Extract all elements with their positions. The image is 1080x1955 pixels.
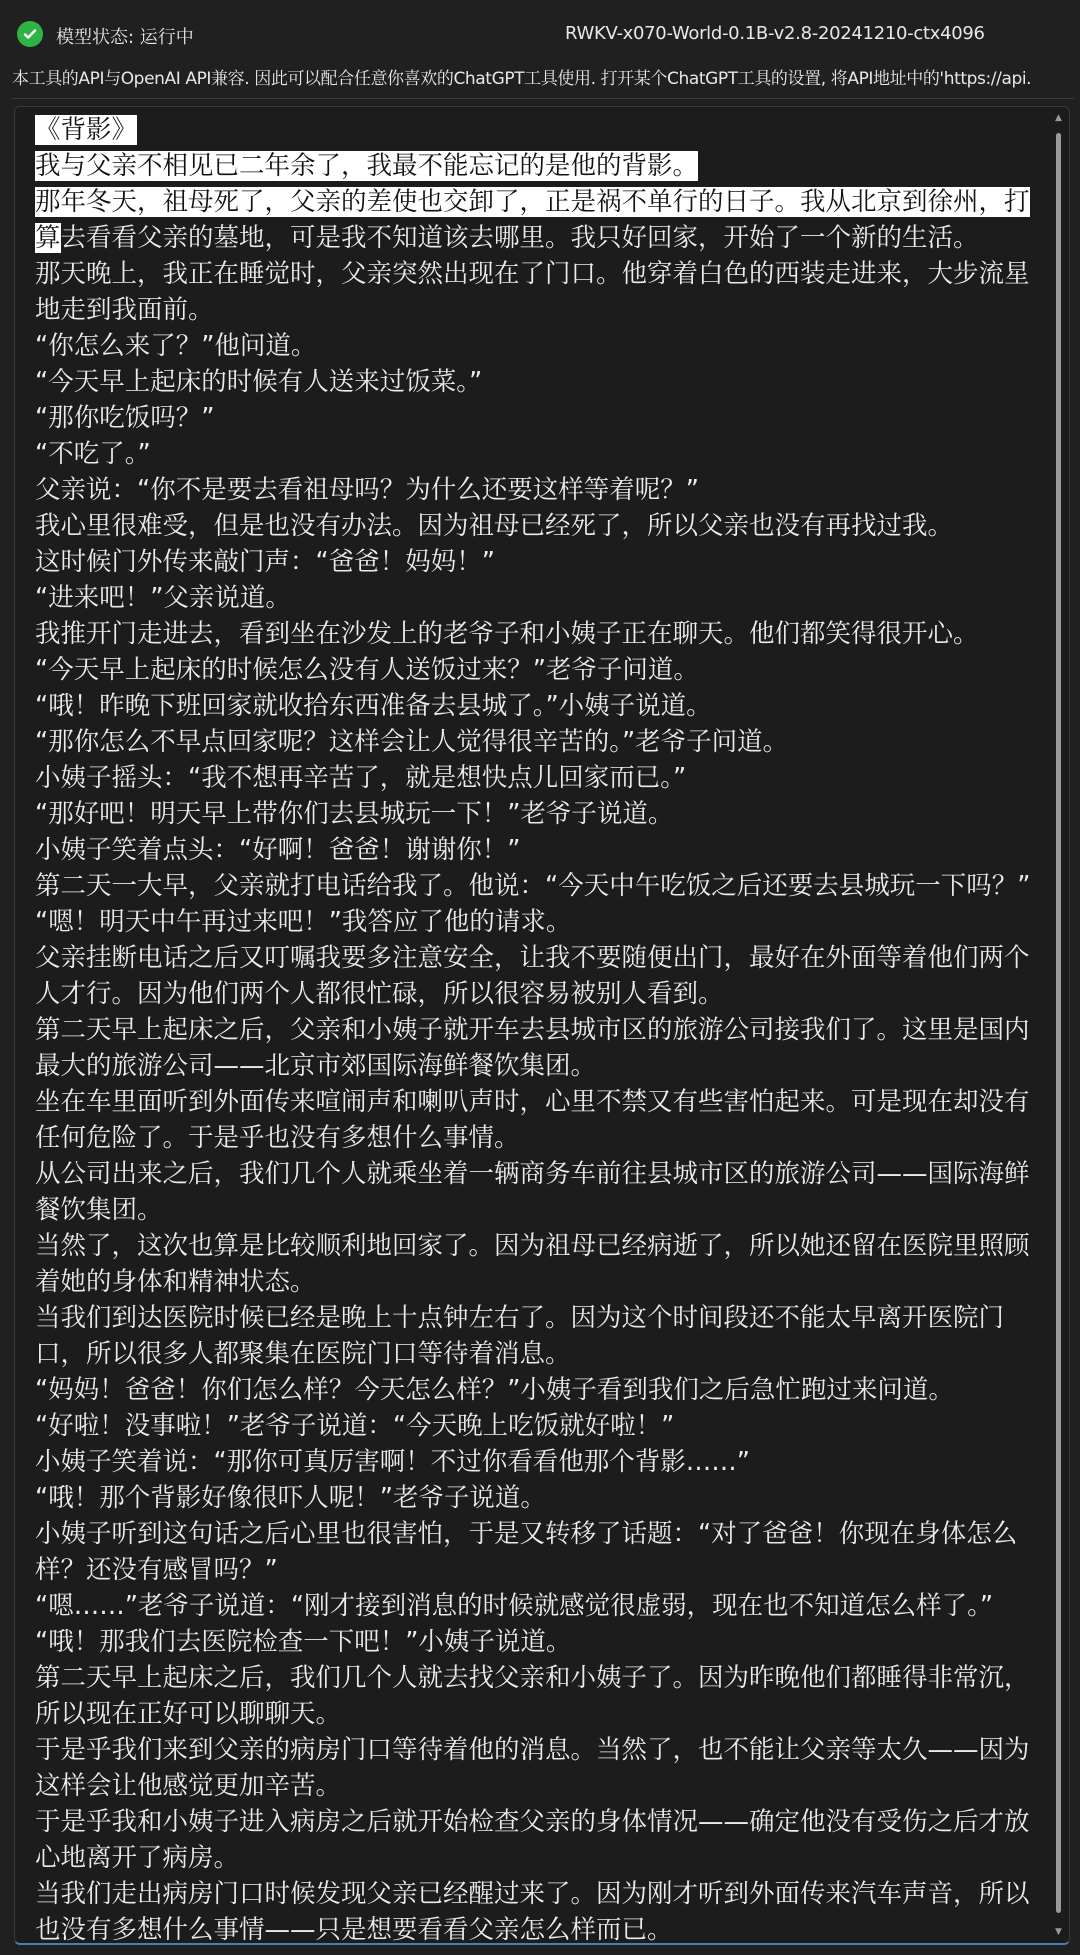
text-segment: “进来吧！”父亲说道。 bbox=[35, 583, 291, 613]
text-segment: “那好吧！明天早上带你们去县城玩一下！”老爷子说道。 bbox=[35, 799, 674, 829]
text-line bbox=[35, 1480, 1029, 1516]
text-line bbox=[35, 940, 1029, 976]
text-segment: 所以现在正好可以聊聊天。 bbox=[35, 1699, 342, 1729]
text-line bbox=[35, 1588, 1029, 1624]
scroll-down-arrow-icon[interactable]: ▼ bbox=[1055, 1927, 1062, 1937]
check-circle-icon bbox=[17, 21, 43, 47]
text-segment: 口，所以很多人都聚集在医院门口等待着消息。 bbox=[35, 1339, 571, 1369]
text-segment: 当我们到达医院时候已经是晚上十点钟左右了。因为这个时间段还不能太早离开医院门 bbox=[35, 1303, 1005, 1333]
generated-text[interactable] bbox=[35, 112, 1029, 1945]
text-output-area[interactable] bbox=[14, 106, 1070, 1945]
text-line bbox=[35, 544, 1029, 580]
text-segment: “哦！那个背影好像很吓人呢！”老爷子说道。 bbox=[35, 1483, 546, 1513]
text-segment: 父亲挂断电话之后又叮嘱我要多注意安全，让我不要随便出门，最好在外面等着他们两个 bbox=[35, 943, 1030, 973]
text-segment: 这时候门外传来敲门声：“爸爸！妈妈！” bbox=[35, 547, 495, 577]
text-segment: “嗯……”老爷子说道：“刚才接到消息的时候就感觉很虚弱，现在也不知道怎么样了。” bbox=[35, 1591, 994, 1621]
text-segment: 小姨子摇头：“我不想再辛苦了，就是想快点儿回家而已。” bbox=[35, 763, 687, 793]
text-line bbox=[35, 1228, 1029, 1264]
text-line bbox=[35, 1012, 1029, 1048]
text-line bbox=[35, 1912, 1029, 1945]
text-segment: 当然了，这次也算是比较顺利地回家了。因为祖母已经病逝了，所以她还留在医院里照顾 bbox=[35, 1231, 1030, 1261]
text-segment: 小姨子笑着说：“那你可真厉害啊！不过你看看他那个背影……” bbox=[35, 1447, 750, 1477]
selected-text: 《背影》 bbox=[35, 115, 138, 145]
text-line bbox=[35, 1876, 1029, 1912]
text-segment: “不吃了。” bbox=[35, 439, 151, 469]
selected-text: 那年冬天，祖母死了，父亲的差使也交卸了，正是祸不单行的日子。我从北京到徐州，打 bbox=[35, 187, 1030, 217]
text-segment: 最大的旅游公司——北京市郊国际海鲜餐饮集团。 bbox=[35, 1051, 597, 1081]
scrollbar-thumb[interactable] bbox=[1056, 133, 1061, 1913]
text-segment: “哦！那我们去医院检查一下吧！”小姨子说道。 bbox=[35, 1627, 572, 1657]
scroll-up-arrow-icon[interactable]: ▲ bbox=[1055, 113, 1062, 123]
text-segment: 心地离开了病房。 bbox=[35, 1843, 240, 1873]
text-line bbox=[35, 760, 1029, 796]
text-line bbox=[35, 1192, 1029, 1228]
text-segment: 于是乎我们来到父亲的病房门口等待着他的消息。当然了，也不能让父亲等太久——因为 bbox=[35, 1735, 1030, 1765]
text-line bbox=[35, 1156, 1029, 1192]
text-segment: 人才行。因为他们两个人都很忙碌，所以很容易被别人看到。 bbox=[35, 979, 724, 1009]
text-segment: 坐在车里面听到外面传来喧闹声和喇叭声时，心里不禁又有些害怕起来。可是现在却没有 bbox=[35, 1087, 1030, 1117]
model-name: RWKV-x070-World-0.1B-v2.8-20241210-ctx4096 bbox=[565, 23, 985, 44]
text-line bbox=[35, 616, 1029, 652]
text-segment: 当我们走出病房门口时候发现父亲已经醒过来了。因为刚才听到外面传来汽车声音，所以 bbox=[35, 1879, 1030, 1909]
text-line bbox=[35, 1264, 1029, 1300]
text-line bbox=[35, 1408, 1029, 1444]
text-line bbox=[35, 1804, 1029, 1840]
text-segment: 小姨子听到这句话之后心里也很害怕，于是又转移了话题：“对了爸爸！你现在身体怎么 bbox=[35, 1519, 1018, 1549]
text-segment: 着她的身体和精神状态。 bbox=[35, 1267, 316, 1297]
text-line bbox=[35, 508, 1029, 544]
text-segment: 任何危险了。于是乎也没有多想什么事情。 bbox=[35, 1123, 520, 1153]
text-line bbox=[35, 1696, 1029, 1732]
api-info-text: 本工具的API与OpenAI API兼容. 因此可以配合任意你喜欢的ChatGPT工具使用. 打开某个ChatGPT工具的设置, 将API地址中的'https://api. bbox=[12, 69, 1032, 89]
text-segment: 小姨子笑着点头：“好啊！爸爸！谢谢你！” bbox=[35, 835, 521, 865]
text-segment: “今天早上起床的时候怎么没有人送饭过来？”老爷子问道。 bbox=[35, 655, 699, 685]
scrollbar[interactable] bbox=[1053, 113, 1065, 1937]
text-segment: 从公司出来之后，我们几个人就乘坐着一辆商务车前往县城市区的旅游公司——国际海鲜 bbox=[35, 1159, 1030, 1189]
model-status-label: 模型状态: 运行中 bbox=[56, 27, 194, 48]
text-line bbox=[35, 724, 1029, 760]
text-line bbox=[35, 1552, 1029, 1588]
text-line bbox=[35, 1084, 1029, 1120]
text-segment: 餐饮集团。 bbox=[35, 1195, 163, 1225]
text-line bbox=[35, 796, 1029, 832]
text-line bbox=[35, 1444, 1029, 1480]
text-line bbox=[35, 220, 1029, 256]
text-line bbox=[35, 976, 1029, 1012]
text-segment: 我心里很难受，但是也没有办法。因为祖母已经死了，所以父亲也没有再找过我。 bbox=[35, 511, 954, 541]
text-line bbox=[35, 1516, 1029, 1552]
selected-text: 算 bbox=[35, 223, 61, 253]
text-line bbox=[35, 1768, 1029, 1804]
text-line bbox=[35, 148, 1029, 184]
text-line bbox=[35, 688, 1029, 724]
text-line bbox=[35, 1840, 1029, 1876]
text-segment: 父亲说：“你不是要去看祖母吗？为什么还要这样等着呢？” bbox=[35, 475, 699, 505]
text-segment: 样？还没有感冒吗？” bbox=[35, 1555, 278, 1585]
text-segment: 第二天早上起床之后，父亲和小姨子就开车去县城市区的旅游公司接我们了。这里是国内 bbox=[35, 1015, 1030, 1045]
text-segment: “你怎么来了？”他问道。 bbox=[35, 331, 317, 361]
text-segment: “那你吃饭吗？” bbox=[35, 403, 215, 433]
text-line bbox=[35, 400, 1029, 436]
text-line bbox=[35, 472, 1029, 508]
text-line bbox=[35, 1624, 1029, 1660]
text-line bbox=[35, 184, 1029, 220]
text-segment: 我推开门走进去，看到坐在沙发上的老爷子和小姨子正在聊天。他们都笑得很开心。 bbox=[35, 619, 979, 649]
text-segment: 那天晚上，我正在睡觉时，父亲突然出现在了门口。他穿着白色的西装走进来，大步流星 bbox=[35, 259, 1030, 289]
divider bbox=[12, 98, 1074, 99]
text-segment: 地走到我面前。 bbox=[35, 295, 214, 325]
text-line bbox=[35, 328, 1029, 364]
text-segment: 也没有多想什么事情——只是想要看看父亲怎么样而已。 bbox=[35, 1915, 673, 1945]
model-status-bar bbox=[0, 14, 1080, 56]
text-segment: 去看看父亲的墓地，可是我不知道该去哪里。我只好回家，开始了一个新的生活。 bbox=[60, 223, 979, 253]
text-segment: 这样会让他感觉更加辛苦。 bbox=[35, 1771, 342, 1801]
text-line bbox=[35, 1300, 1029, 1336]
text-segment: “嗯！明天中午再过来吧！”我答应了他的请求。 bbox=[35, 907, 572, 937]
text-segment: “妈妈！爸爸！你们怎么样？今天怎么样？”小姨子看到我们之后急忙跑过来问道。 bbox=[35, 1375, 954, 1405]
text-line bbox=[35, 256, 1029, 292]
text-segment: 于是乎我和小姨子进入病房之后就开始检查父亲的身体情况——确定他没有受伤之后才放 bbox=[35, 1807, 1030, 1837]
text-line bbox=[35, 580, 1029, 616]
text-segment: “今天早上起床的时候有人送来过饭菜。” bbox=[35, 367, 483, 397]
text-line bbox=[35, 1372, 1029, 1408]
text-line bbox=[35, 904, 1029, 940]
text-line bbox=[35, 1732, 1029, 1768]
selected-text: 我与父亲不相见已二年余了，我最不能忘记的是他的背影。 bbox=[35, 151, 699, 181]
text-line bbox=[35, 292, 1029, 328]
text-line bbox=[35, 652, 1029, 688]
text-line bbox=[35, 1048, 1029, 1084]
text-line bbox=[35, 868, 1029, 904]
text-line bbox=[35, 1120, 1029, 1156]
text-line bbox=[35, 364, 1029, 400]
text-line bbox=[35, 436, 1029, 472]
text-segment: 第二天早上起床之后，我们几个人就去找父亲和小姨子了。因为昨晚他们都睡得非常沉， bbox=[35, 1663, 1030, 1693]
text-line bbox=[35, 1660, 1029, 1696]
text-line bbox=[35, 832, 1029, 868]
text-line bbox=[35, 1336, 1029, 1372]
text-segment: “哦！昨晚下班回家就收拾东西准备去县城了。”小姨子说道。 bbox=[35, 691, 712, 721]
text-segment: “那你怎么不早点回家呢？这样会让人觉得很辛苦的。”老爷子问道。 bbox=[35, 727, 789, 757]
text-segment: “好啦！没事啦！”老爷子说道：“今天晚上吃饭就好啦！” bbox=[35, 1411, 675, 1441]
text-line bbox=[35, 112, 1029, 148]
text-segment: 第二天一大早，父亲就打电话给我了。他说：“今天中午吃饭之后还要去县城玩一下吗？” bbox=[35, 871, 1031, 901]
